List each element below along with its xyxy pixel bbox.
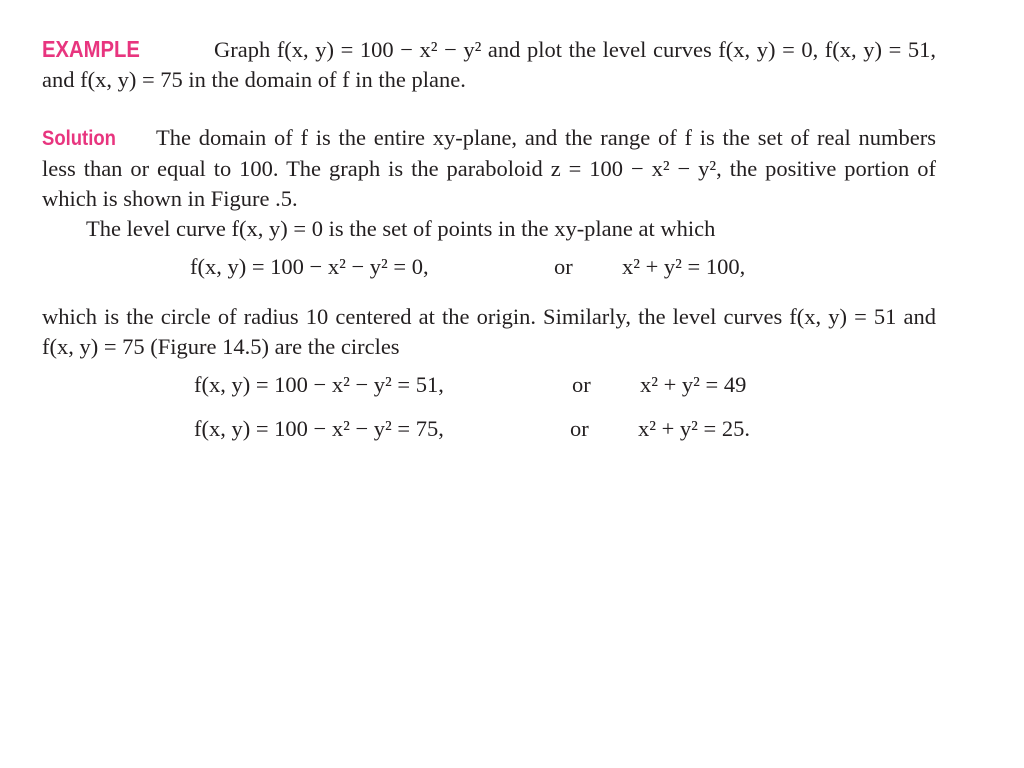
display-3-or: or: [570, 416, 589, 441]
display-1-left: f(x, y) = 100 − x² − y² = 0,: [190, 254, 429, 279]
display-1-right: x² + y² = 100,: [622, 254, 746, 279]
display-2-left: f(x, y) = 100 − x² − y² = 51,: [194, 372, 444, 397]
circle-paragraph: which is the circle of radius 10 centered at the origin. Similarly, the level curves f(x, y) = 51 and f(x, y) = 75 (Figure 14.5) are the circles: [42, 304, 936, 359]
example-paragraph: [42, 34, 936, 95]
level-curve-intro: The level curve f(x, y) = 0 is the set of points in the xy-plane at which: [86, 216, 716, 241]
solution-text: The domain of f is the entire xy-plane, and the range of f is the set of real numbers less than or equal to 100. The graph is the paraboloid z = 100 − x² − y², the positive portion of which is shown in Figure .5.: [42, 125, 936, 211]
display-equation-1: [42, 244, 936, 290]
display-3-right: x² + y² = 25.: [638, 416, 750, 441]
textbook-page: [42, 34, 936, 450]
display-3-left: f(x, y) = 100 − x² − y² = 75,: [194, 416, 444, 441]
display-equation-3: [42, 406, 936, 450]
example-label: EXAMPLE: [42, 36, 140, 62]
display-equation-2: [42, 362, 936, 406]
display-2-or: or: [572, 372, 591, 397]
example-text: Graph f(x, y) = 100 − x² − y² and plot the level curves f(x, y) = 0, f(x, y) = 51, and f(x, y) = 75 in the domain of f in the plane.: [42, 37, 936, 92]
solution-label: Solution: [42, 127, 116, 150]
display-2-right: x² + y² = 49: [640, 372, 747, 397]
display-1-or: or: [554, 254, 573, 279]
solution-paragraph: [42, 123, 936, 214]
